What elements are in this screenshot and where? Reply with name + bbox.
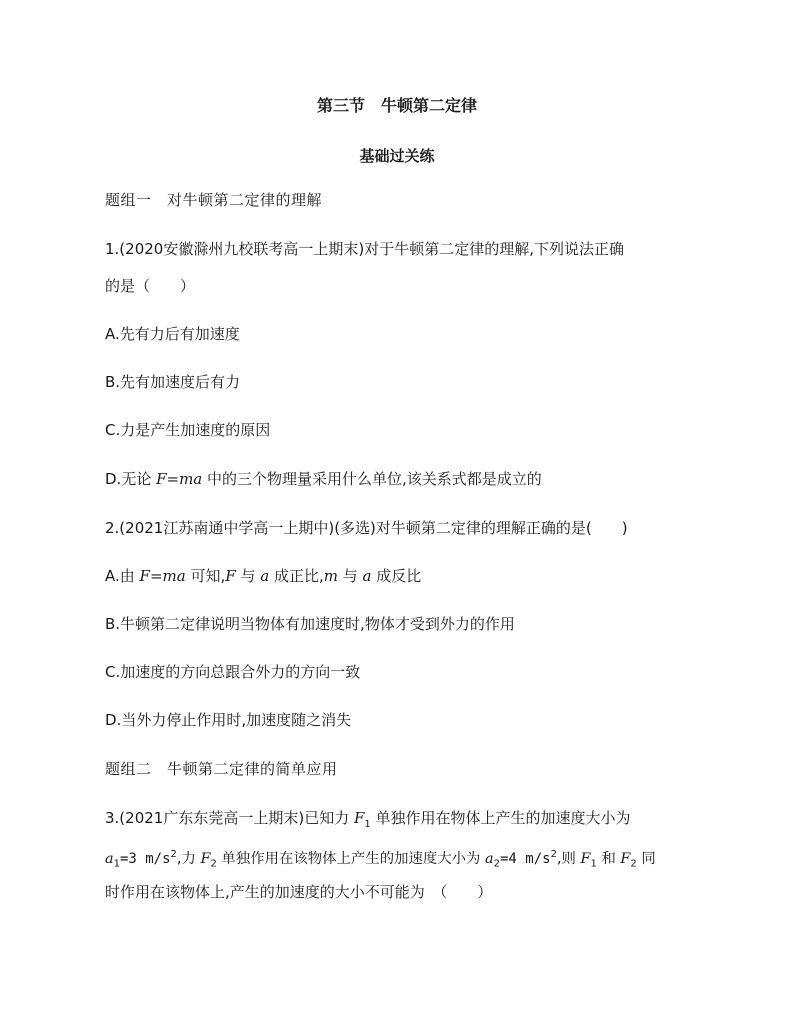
symbol-a: a xyxy=(362,567,372,585)
section-title: 第三节 牛顿第二定律 xyxy=(316,96,477,115)
subscript: 1 xyxy=(364,819,371,830)
subscript: 2 xyxy=(493,858,500,870)
text: 与 xyxy=(235,567,261,585)
text: 单独作用在该物体上产生的加速度大小为 xyxy=(216,850,486,867)
symbol-a: a xyxy=(260,567,270,585)
q2-stem: 2.(2021江苏南通中学高一上期中)(多选)对牛顿第二定律的理解正确的是( ) xyxy=(105,519,628,537)
formula: F=ma xyxy=(139,567,186,585)
q2-option-d: D.当外力停止作用时,加速度随之消失 xyxy=(105,711,352,729)
symbol-f: F xyxy=(620,850,631,867)
text: ,则 xyxy=(556,850,581,867)
q2-option-a xyxy=(105,566,421,586)
q1-option-c: C.力是产生加速度的原因 xyxy=(105,421,271,439)
symbol-a: a xyxy=(105,850,114,867)
text: 单独作用在物体上产生的加速度大小为 xyxy=(370,809,631,827)
text: 和 xyxy=(596,850,621,867)
value: =4 m/s xyxy=(500,850,551,867)
q1-option-d-prefix: D.无论 xyxy=(105,470,157,488)
text: ,力 xyxy=(176,850,201,867)
subscript: 1 xyxy=(590,858,597,870)
q1-stem-line1: 1.(2020安徽滁州九校联考高一上期末)对于牛顿第二定律的理解,下列说法正确 xyxy=(105,240,624,258)
text: 成正比, xyxy=(269,567,324,585)
formula: F=ma xyxy=(156,470,203,488)
symbol-f: F xyxy=(353,809,365,827)
q2-option-b: B.牛顿第二定律说明当物体有加速度时,物体才受到外力的作用 xyxy=(105,615,515,633)
text: 3.(2021广东东莞高一上期末)已知力 xyxy=(105,809,354,827)
text: 与 xyxy=(337,567,363,585)
q2-option-c: C.加速度的方向总跟合外力的方向一致 xyxy=(105,663,361,681)
superscript: 2 xyxy=(170,849,177,860)
subscript: 1 xyxy=(113,858,120,870)
value: =3 m/s xyxy=(119,850,171,867)
q1-stem-line2: 的是（ ） xyxy=(105,277,196,295)
symbol-a: a xyxy=(485,850,494,867)
text: 成反比 xyxy=(371,567,422,585)
group-heading-1: 题组一 对牛顿第二定律的理解 xyxy=(105,191,323,209)
q3-stem-line1 xyxy=(105,808,631,835)
group-heading-2: 题组二 牛顿第二定律的简单应用 xyxy=(105,760,338,778)
q1-option-d-text: 中的三个物理量采用什么单位,该关系式都是成立的 xyxy=(202,470,542,488)
text: A.由 xyxy=(105,567,140,585)
symbol-m: m xyxy=(323,567,338,585)
q1-option-d xyxy=(105,469,542,489)
text: 可知, xyxy=(185,567,226,585)
text: 同 xyxy=(636,850,656,867)
q3-stem-line3: 时作用在该物体上,产生的加速度的大小不可能为 （ ） xyxy=(105,883,493,901)
symbol-f: F xyxy=(225,567,236,585)
symbol-f: F xyxy=(200,850,211,867)
subscript: 2 xyxy=(210,858,217,870)
subscript: 2 xyxy=(630,858,637,870)
q1-option-b: B.先有加速度后有力 xyxy=(105,373,241,391)
section-subtitle: 基础过关练 xyxy=(359,147,435,165)
superscript: 2 xyxy=(550,849,557,860)
q1-option-a: A.先有力后有加速度 xyxy=(105,325,240,343)
symbol-f: F xyxy=(580,850,591,867)
q3-stem-line2 xyxy=(105,845,656,875)
